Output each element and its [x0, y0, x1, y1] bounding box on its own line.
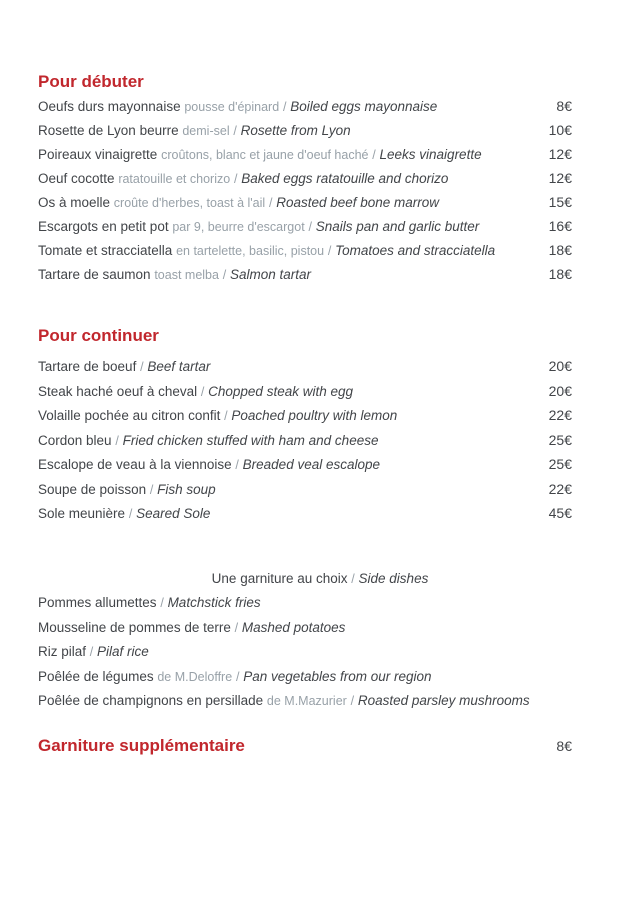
item-name-en: Tomatoes and stracciatella [335, 243, 496, 258]
item-price: 18€ [548, 242, 572, 258]
item-price: 15€ [548, 194, 572, 210]
item-text [38, 591, 261, 616]
menu-item-row [38, 478, 572, 503]
item-name-en: Fish soup [157, 481, 216, 497]
item-price: 45€ [548, 505, 572, 521]
menu-item-row [38, 143, 572, 167]
item-price: 12€ [548, 146, 572, 162]
item-separator: / [224, 409, 228, 423]
item-name-fr: Volaille pochée au citron confit [38, 408, 221, 423]
item-name-fr: Os à moelle [38, 195, 111, 210]
item-name-fr: Tartare de saumon [38, 267, 151, 282]
item-price: 10€ [548, 122, 572, 138]
item-separator: / [327, 244, 332, 258]
menu-item-row [38, 591, 572, 616]
item-separator: / [372, 148, 376, 162]
menu-item-row [38, 502, 572, 527]
item-separator: / [140, 360, 144, 374]
item-text [38, 191, 439, 215]
item-detail: croûte d'herbes, toast à l'ail [113, 196, 266, 210]
item-detail: toast melba [154, 268, 219, 282]
item-separator: / [200, 384, 205, 399]
item-name-fr: Poêlée de champignons en persillade [38, 693, 264, 708]
item-text [38, 263, 311, 287]
item-text [38, 404, 397, 429]
item-name-en: Mashed potatoes [241, 619, 346, 635]
item-price: 20€ [548, 382, 572, 399]
item-name-fr: Poireaux vinaigrette [38, 147, 158, 162]
item-detail: demi-sel [182, 124, 230, 138]
menu-item-row [38, 429, 572, 454]
menu-item-row [38, 239, 572, 263]
item-name-fr: Mousseline de pommes de terre [38, 619, 231, 635]
item-name-en: Snails pan and garlic butter [315, 219, 480, 234]
item-separator: / [350, 694, 355, 708]
item-detail: pousse d'épinard [184, 100, 280, 114]
item-separator: / [115, 433, 119, 448]
item-name-fr: Tartare de boeuf [38, 359, 137, 374]
item-separator: / [149, 482, 154, 497]
item-name-en: Beef tartar [147, 359, 211, 374]
item-name-fr: Escalope de veau à la viennoise [38, 457, 232, 472]
item-detail: croûtons, blanc et jaune d'oeuf haché [161, 148, 369, 162]
item-name-fr: Soupe de poisson [38, 481, 147, 497]
item-separator: / [308, 220, 312, 234]
item-text [38, 616, 345, 641]
item-text [38, 167, 448, 191]
menu-item-row [38, 380, 572, 405]
item-name-en: Leeks vinaigrette [379, 147, 482, 162]
item-separator: / [233, 172, 238, 186]
item-text [38, 429, 378, 454]
section-extra-side [38, 736, 572, 759]
sides-header-en: Side dishes [358, 570, 429, 586]
section-title-mains: Pour continuer [38, 326, 159, 345]
item-name-en: Roasted parsley mushrooms [357, 693, 530, 708]
item-name-en: Breaded veal escalope [242, 457, 381, 472]
section-title-starters: Pour débuter [38, 72, 144, 91]
menu-item-row [38, 95, 572, 119]
item-separator: / [128, 507, 133, 521]
menu-item-row [38, 191, 572, 215]
menu-item-row [38, 640, 572, 665]
menu-item-row [38, 665, 572, 690]
item-price: 12€ [548, 170, 572, 186]
item-price: 20€ [548, 358, 572, 374]
item-detail: de M.Deloffre [157, 669, 233, 684]
item-text [38, 239, 495, 263]
item-detail: par 9, beurre d'escargot [172, 220, 305, 234]
item-name-en: Boiled eggs mayonnaise [290, 99, 438, 114]
item-name-fr: Oeufs durs mayonnaise [38, 99, 181, 114]
section-title-extra-side: Garniture supplémentaire [38, 735, 245, 755]
item-price: 22€ [548, 407, 572, 423]
item-name-en: Chopped steak with egg [208, 383, 353, 399]
item-price: 8€ [556, 98, 572, 114]
menu-item-row [38, 616, 572, 641]
item-name-fr: Cordon bleu [38, 432, 112, 448]
item-text [38, 478, 216, 503]
item-name-fr: Sole meunière [38, 506, 126, 521]
item-detail: ratatouille et chorizo [118, 172, 231, 186]
menu-item-row [38, 215, 572, 239]
item-price: 25€ [548, 431, 572, 448]
item-price: 22€ [548, 480, 572, 497]
item-separator: / [233, 124, 237, 138]
item-text [38, 502, 210, 527]
sides-header-separator: / [351, 571, 355, 586]
item-name-en: Salmon tartar [229, 267, 312, 282]
item-text [38, 95, 437, 119]
item-price: 25€ [548, 456, 572, 472]
menu-item-row [38, 404, 572, 429]
item-name-fr: Tomate et stracciatella [38, 243, 173, 258]
item-name-en: Roasted beef bone marrow [276, 195, 440, 210]
item-name-fr: Escargots en petit pot [38, 219, 169, 234]
item-name-en: Poached poultry with lemon [231, 408, 398, 423]
item-name-fr: Poêlée de légumes [38, 668, 154, 684]
item-text [38, 119, 351, 143]
section-mains [38, 326, 572, 527]
item-text [38, 143, 482, 167]
section-starters [38, 72, 572, 287]
item-price: 18€ [548, 266, 572, 282]
item-name-en: Pilaf rice [97, 644, 149, 659]
item-name-en: Matchstick fries [167, 595, 261, 610]
menu-item-row [38, 119, 572, 143]
sides-header-fr: Une garniture au choix [211, 570, 348, 586]
item-name-en: Fried chicken stuffed with ham and cheese [122, 432, 379, 448]
item-separator: / [89, 645, 94, 659]
menu-item-row [38, 689, 572, 714]
item-name-en: Rosette from Lyon [240, 123, 351, 138]
item-detail: de M.Mazurier [266, 694, 347, 708]
item-separator: / [235, 458, 239, 472]
item-name-en: Seared Sole [136, 506, 211, 521]
item-name-fr: Steak haché oeuf à cheval [38, 383, 198, 399]
item-name-en: Baked eggs ratatouille and chorizo [241, 171, 449, 186]
item-separator: / [160, 596, 164, 610]
item-text [38, 380, 353, 405]
item-text [38, 355, 210, 380]
item-name-fr: Rosette de Lyon beurre [38, 123, 179, 138]
item-separator: / [234, 620, 239, 635]
menu-item-row [38, 263, 572, 287]
item-name-fr: Riz pilaf [38, 644, 87, 659]
item-text [38, 215, 479, 239]
item-text [38, 640, 149, 665]
item-text [38, 665, 432, 690]
item-text [38, 453, 380, 478]
section-sides [38, 567, 572, 714]
menu-item-row [38, 167, 572, 191]
menu-item-row [38, 453, 572, 478]
sides-header [0, 567, 640, 592]
item-name-en: Pan vegetables from our region [243, 668, 432, 684]
item-name-fr: Oeuf cocotte [38, 171, 115, 186]
item-price: 16€ [548, 218, 572, 234]
item-name-fr: Pommes allumettes [38, 595, 157, 610]
item-separator: / [282, 100, 287, 114]
menu-item-row [38, 355, 572, 380]
item-separator: / [222, 268, 227, 282]
item-detail: en tartelette, basilic, pistou [176, 244, 325, 258]
item-separator: / [235, 669, 240, 684]
item-price: 8€ [556, 737, 572, 754]
item-text [38, 689, 530, 714]
item-separator: / [268, 196, 273, 210]
